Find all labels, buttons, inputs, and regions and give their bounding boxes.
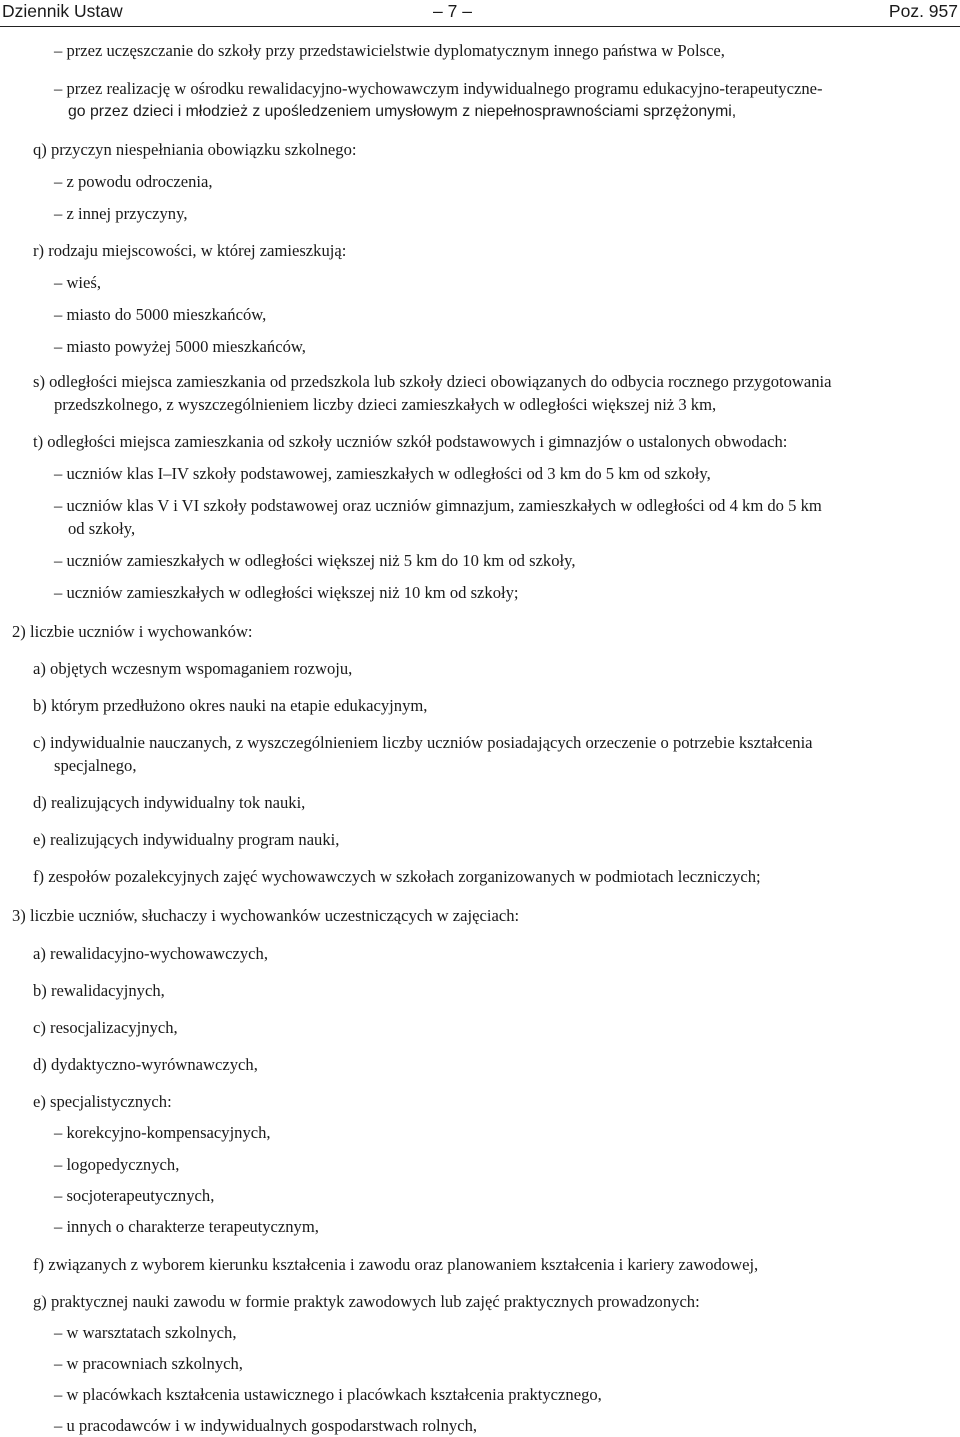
text-line: e) realizujących indywidualny program nauki, bbox=[33, 830, 340, 849]
text-line: specjalnego, bbox=[54, 756, 137, 775]
text-line: f) zespołów pozalekcyjnych zajęć wychowawczych w szkołach zorganizowanych w podmiotach leczniczych; bbox=[33, 867, 761, 886]
text-line: d) dydaktyczno-wyrównawczych, bbox=[33, 1055, 258, 1074]
text-line: 3) liczbie uczniów, słuchaczy i wychowanków uczestniczących w zajęciach: bbox=[12, 906, 520, 925]
text-line: – innych o charakterze terapeutycznym, bbox=[54, 1217, 319, 1236]
text-line: – miasto do 5000 mieszkańców, bbox=[54, 305, 267, 324]
text-line: f) związanych z wyborem kierunku kształcenia i zawodu oraz planowaniem kształcenia i kariery zawodowej, bbox=[33, 1255, 759, 1274]
text-line: przedszkolnego, z wyszczególnieniem liczby dzieci zamieszkałych w odległości większej niż 3 km, bbox=[54, 395, 717, 414]
text-line: a) objętych wczesnym wspomaganiem rozwoju, bbox=[33, 659, 353, 678]
text-line: g) praktycznej nauki zawodu w formie praktyk zawodowych lub zajęć praktycznych prowadzonych: bbox=[33, 1292, 700, 1311]
text-line: – w warsztatach szkolnych, bbox=[54, 1323, 237, 1342]
text-line: go przez dzieci i młodzież z upośledzeniem umysłowym z niepełnosprawnościami sprzężonymi, bbox=[68, 103, 737, 120]
text-line: c) resocjalizacyjnych, bbox=[33, 1018, 178, 1037]
text-line: a) rewalidacyjno-wychowawczych, bbox=[33, 944, 268, 963]
text-line: – uczniów klas V i VI szkoły podstawowej oraz uczniów gimnazjum, zamieszkałych w odległości od 4 km do 5 km bbox=[54, 496, 822, 515]
text-line: c) indywidualnie nauczanych, z wyszczególnieniem liczby uczniów posiadających orzeczenie o potrzebie kształcenia bbox=[33, 733, 813, 752]
journal-title: Dziennik Ustaw bbox=[2, 1, 123, 21]
text-line: d) realizujących indywidualny tok nauki, bbox=[33, 793, 306, 812]
text-line: – socjoterapeutycznych, bbox=[54, 1186, 215, 1205]
text-line: – z powodu odroczenia, bbox=[54, 172, 213, 191]
text-line: – uczniów klas I–IV szkoły podstawowej, zamieszkałych w odległości od 3 km do 5 km od szkoły, bbox=[54, 464, 711, 483]
text-line: 2) liczbie uczniów i wychowanków: bbox=[12, 622, 253, 641]
text-line: – w pracowniach szkolnych, bbox=[54, 1354, 243, 1373]
text-line: – logopedycznych, bbox=[54, 1155, 180, 1174]
text-line: – uczniów zamieszkałych w odległości większej niż 10 km od szkoły; bbox=[54, 583, 519, 602]
text-line: – przez uczęszczanie do szkoły przy przedstawicielstwie dyplomatycznym innego państwa w Polsce, bbox=[54, 41, 725, 60]
page-header bbox=[0, 0, 960, 27]
text-line: od szkoły, bbox=[68, 519, 136, 538]
text-line: s) odległości miejsca zamieszkania od przedszkola lub szkoły dzieci obowiązanych do odbycia rocznego przygotowania bbox=[33, 372, 832, 391]
text-line: r) rodzaju miejscowości, w której zamieszkują: bbox=[33, 241, 347, 260]
text-line: – miasto powyżej 5000 mieszkańców, bbox=[54, 337, 306, 356]
text-line: – z innej przyczyny, bbox=[54, 204, 188, 223]
text-line: – w placówkach kształcenia ustawicznego i placówkach kształcenia praktycznego, bbox=[54, 1385, 602, 1404]
position-number: Poz. 957 bbox=[888, 1, 958, 21]
text-line: – korekcyjno-kompensacyjnych, bbox=[54, 1123, 271, 1142]
text-line: – uczniów zamieszkałych w odległości większej niż 5 km do 10 km od szkoły, bbox=[54, 551, 576, 570]
text-line: b) rewalidacyjnych, bbox=[33, 981, 165, 1000]
text-line: q) przyczyn niespełniania obowiązku szkolnego: bbox=[33, 140, 357, 159]
page-number: – 7 – bbox=[433, 1, 472, 21]
text-line: t) odległości miejsca zamieszkania od szkoły uczniów szkół podstawowych i gimnazjów o ustalonych obwodach: bbox=[33, 432, 788, 451]
text-line: b) którym przedłużono okres nauki na etapie edukacyjnym, bbox=[33, 696, 428, 715]
text-line: – przez realizację w ośrodku rewalidacyjno-wychowawczym indywidualnego programu edukacyjno-terapeutyczne- bbox=[54, 79, 823, 98]
text-line: e) specjalistycznych: bbox=[33, 1092, 172, 1111]
text-line: – u pracodawców i w indywidualnych gospodarstwach rolnych, bbox=[54, 1416, 478, 1435]
text-line: – wieś, bbox=[54, 273, 102, 292]
